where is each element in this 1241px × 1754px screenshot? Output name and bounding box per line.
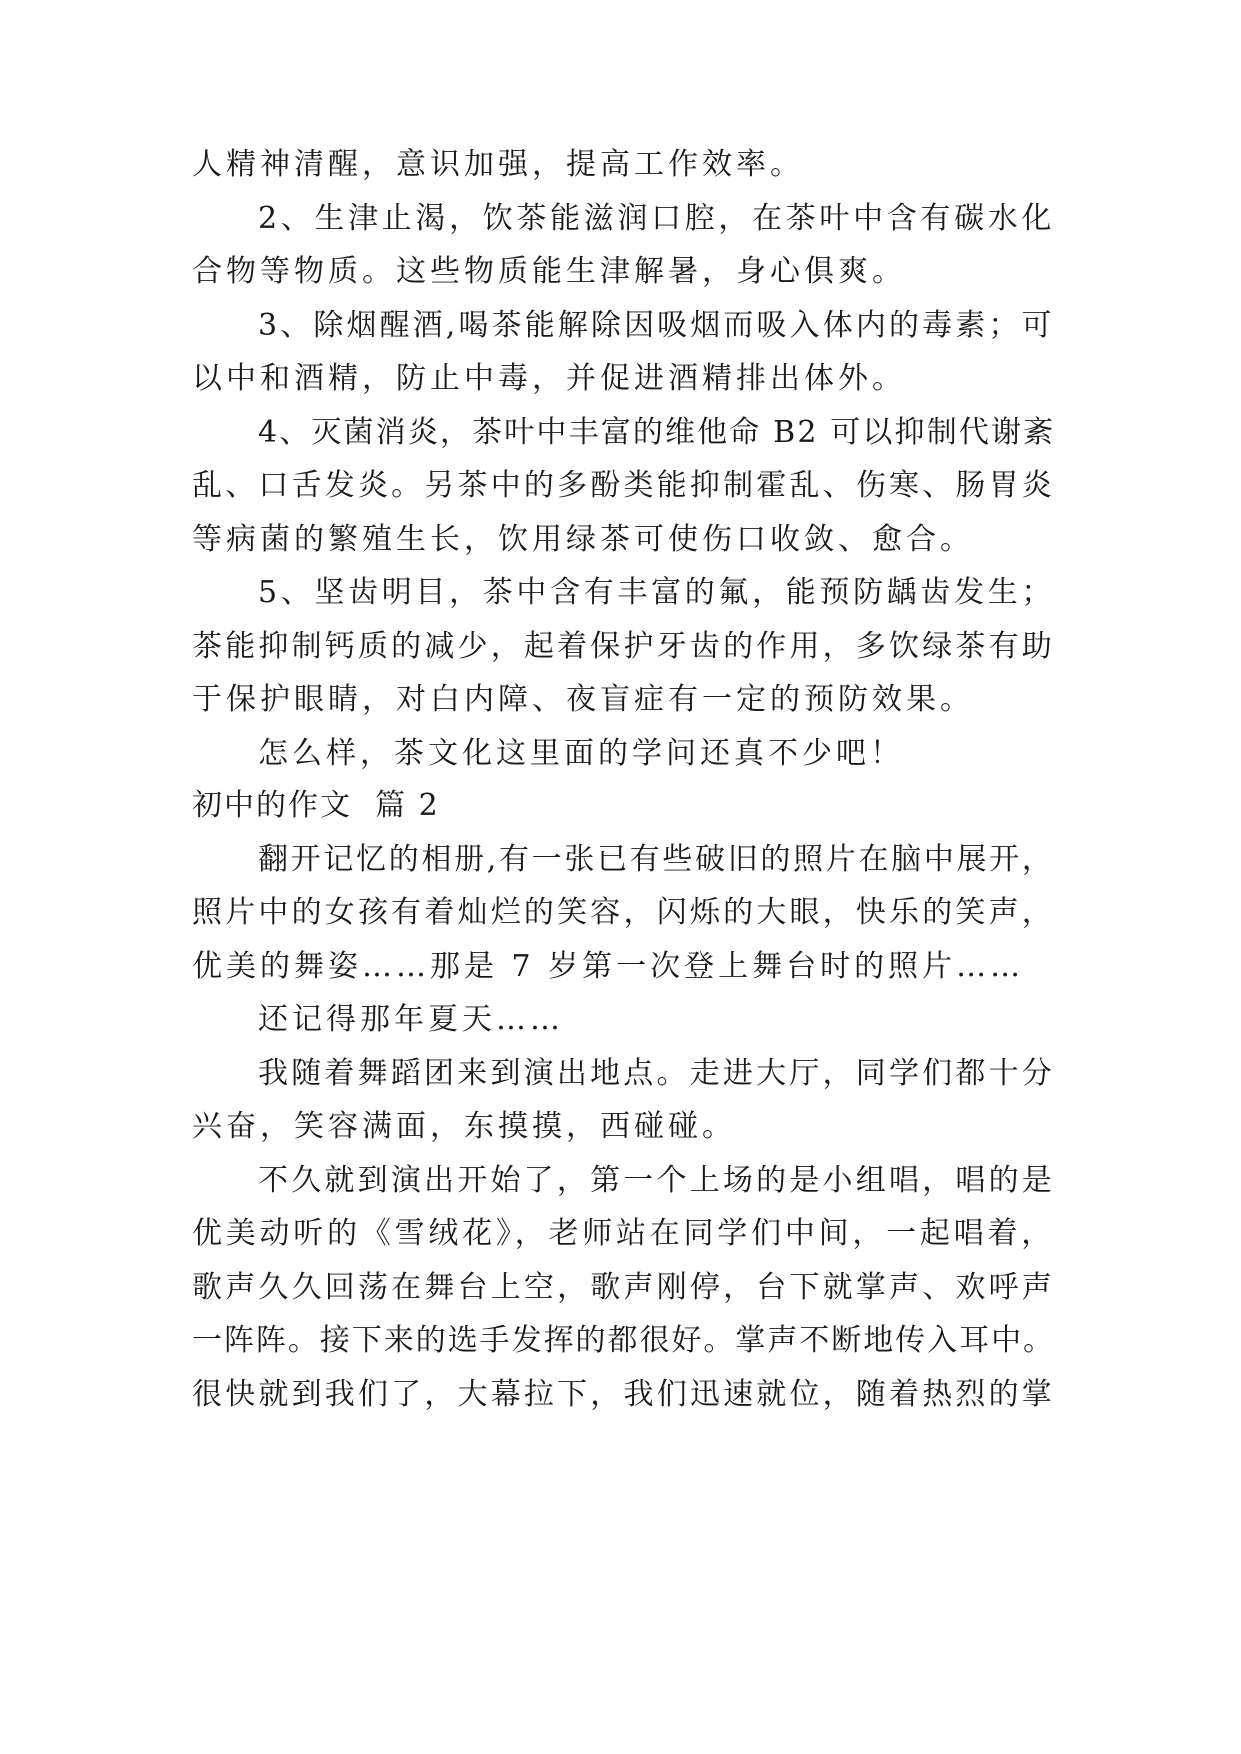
paragraph-line: 乱、口舌发炎。另茶中的多酚类能抑制霍乱、伤寒、肠胃炎: [192, 468, 1055, 503]
paragraph-line: 合物等物质。这些物质能生津解暑，身心俱爽。: [192, 254, 906, 289]
paragraph-line: 4、灭菌消炎，茶叶中丰富的维他命 B2 可以抑制代谢紊: [258, 415, 1056, 450]
paragraph-line: 等病菌的繁殖生长，饮用绿茶可使伤口收敛、愈合。: [192, 522, 974, 557]
section-heading: 初中的作文 篇 2: [192, 788, 440, 823]
paragraph-line: 还记得那年夏天……: [258, 1002, 564, 1037]
paragraph-line: 照片中的女孩有着灿烂的笑容，闪烁的大眼，快乐的笑声，: [192, 895, 1055, 930]
paragraph-line: 翻开记忆的相册,有一张已有些破旧的照片在脑中展开，: [258, 842, 1055, 877]
paragraph-line: 于保护眼睛，对白内障、夜盲症有一定的预防效果。: [192, 682, 974, 717]
paragraph-line: 茶能抑制钙质的减少，起着保护牙齿的作用，多饮绿茶有助: [192, 629, 1055, 664]
paragraph-line: 不久就到演出开始了，第一个上场的是小组唱，唱的是: [258, 1163, 1055, 1198]
paragraph-line: 我随着舞蹈团来到演出地点。走进大厅，同学们都十分: [258, 1056, 1055, 1091]
paragraph-line: 优美动听的《雪绒花》，老师站在同学们中间，一起唱着，: [192, 1216, 1055, 1251]
paragraph-line: 以中和酒精，防止中毒，并促进酒精排出体外。: [192, 361, 906, 396]
paragraph-line: 2、生津止渴，饮茶能滋润口腔，在茶叶中含有碳水化: [258, 201, 1056, 236]
paragraph-line: 优美的舞姿……那是 7 岁第一次登上舞台时的照片……: [192, 949, 1025, 984]
paragraph-line: 3、除烟醒酒,喝茶能解除因吸烟而吸入体内的毒素；可: [258, 308, 1055, 343]
paragraph-line: 一阵阵。接下来的选手发挥的都很好。掌声不断地传入耳中。: [192, 1323, 1055, 1358]
paragraph-line: 歌声久久回荡在舞台上空，歌声刚停，台下就掌声、欢呼声: [192, 1270, 1055, 1305]
paragraph-line: 很快就到我们了，大幕拉下，我们迅速就位，随着热烈的掌: [192, 1377, 1055, 1412]
paragraph-line: 怎么样，茶文化这里面的学问还真不少吧！: [258, 736, 904, 771]
paragraph-line: 人精神清醒，意识加强，提高工作效率。: [192, 147, 804, 182]
paragraph-line: 5、坚齿明目，茶中含有丰富的氟，能预防龋齿发生；: [258, 575, 1056, 610]
paragraph-line: 兴奋，笑容满面，东摸摸，西碰碰。: [192, 1109, 736, 1144]
